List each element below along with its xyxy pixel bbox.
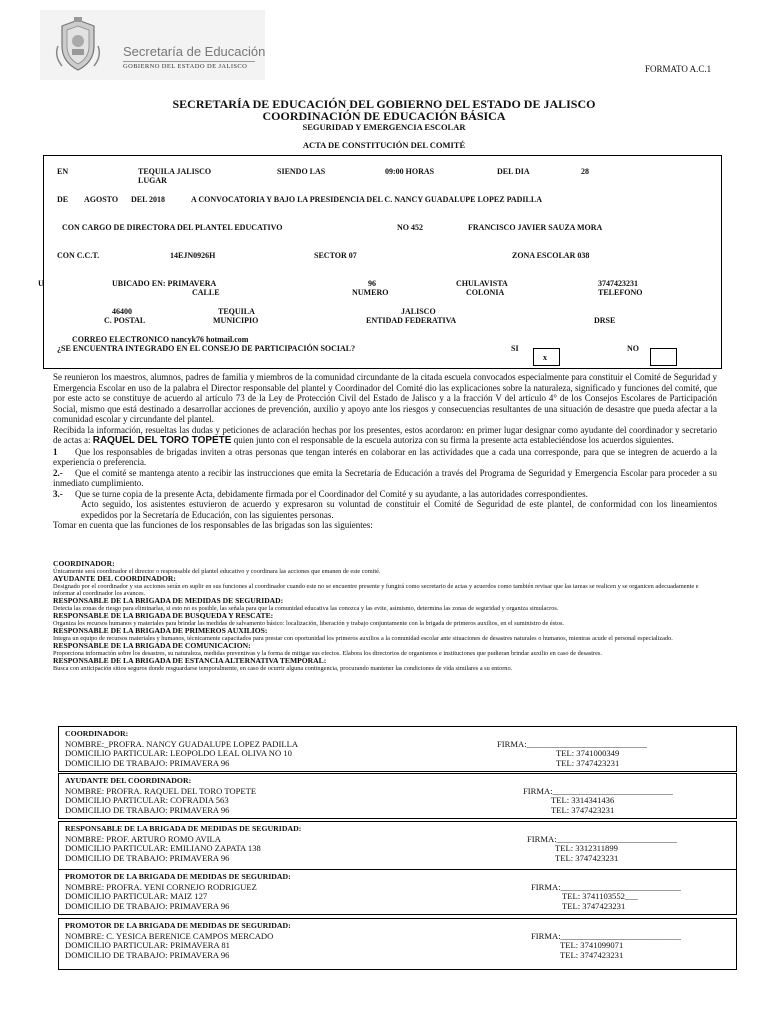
role-title: RESPONSABLE DE LA BRIGADA DE ESTANCIA ALTERNATIVA TEMPORAL: [53, 656, 327, 665]
member-role: PROMOTOR DE LA BRIGADA DE MEDIDAS DE SEGURIDAD: [65, 872, 291, 881]
item-text: Que el comité se mantenga atento a recibir las instrucciones que emita la Secretaría de Educación a través del Programa de Seguridad y Emergencia Escolar para proceder a su inmediato cumplimiento. [53, 467, 717, 488]
member-role: RESPONSABLE DE LA BRIGADA DE MEDIDAS DE SEGURIDAD: [65, 824, 302, 833]
value-cct: 14EJN0926H [170, 251, 216, 260]
agreement-text-b: quien junto con el responsable de la escuela autoriza con su firma la presente acta estableciéndose los acuerdos siguientes. [233, 435, 674, 445]
member-name: NOMBRE:_PROFRA. NANCY GUADALUPE LOPEZ PADILLA [65, 739, 299, 749]
functions-intro: Tomar en cuenta que las funciones de los responsables de las brigadas son las siguientes: [53, 520, 373, 530]
label-numero: NUMERO [352, 288, 389, 297]
member-work-phone: TEL: 3747423231 [560, 950, 624, 960]
member-name: NOMBRE: C. YESICA BERENICE CAMPOS MERCADO [65, 931, 274, 941]
member-card [58, 773, 737, 819]
secretary-name: RAQUEL DEL TORO TOPETE [92, 435, 232, 446]
value-entidad: JALISCO [401, 307, 436, 316]
value-dia: 28 [581, 167, 589, 176]
title-coordinacion: COORDINACIÓN DE EDUCACIÓN BÁSICA [262, 109, 506, 123]
label-siendo: SIENDO LAS [277, 167, 326, 176]
member-work-address: DOMICILIO DE TRABAJO: PRIMAVERA 96 [65, 853, 230, 863]
checkbox-no[interactable] [650, 348, 677, 366]
signature-field[interactable]: FIRMA:____________________________ [523, 786, 673, 796]
member-phone: TEL: 3741103552___ [562, 891, 638, 901]
checkbox-si[interactable] [533, 348, 560, 366]
signature-field[interactable]: FIRMA:____________________________ [527, 834, 677, 844]
ubicado-text: UBICADO EN: PRIMAVERA [112, 279, 217, 288]
jalisco-crest-icon [48, 16, 108, 76]
label-calle: CALLE [192, 288, 220, 297]
member-card [58, 869, 737, 915]
label-de: DE [57, 195, 69, 204]
member-card [58, 821, 737, 870]
value-telefono: 3747423231 [598, 279, 638, 288]
role-desc: Organiza los recursos humanos y materiales para brindar las medidas de salvamento básico: localización, liberación y trabajo conjuntamente con la brigada de primeros auxilios, en el suministro de éstos. [53, 620, 564, 627]
item-text: Que los responsables de brigadas inviten a otras personas que tengan interés en colaborar en las actividades que a cada una corresponde, para que se integren de acuerdo a la experiencia o preferencia. [53, 446, 717, 467]
role-descriptions [53, 560, 721, 672]
label-drse: DRSE [594, 316, 616, 325]
member-home-address: DOMICILIO PARTICULAR: EMILIANO ZAPATA 138 [65, 843, 261, 853]
role-title: COORDINADOR: [53, 559, 115, 568]
plantel-name: FRANCISCO JAVIER SAUZA MORA [468, 223, 603, 232]
value-numero: 96 [368, 279, 376, 288]
logo-title: Secretaría de Educación [123, 44, 266, 59]
sector-text: SECTOR 07 [314, 251, 357, 260]
convocatoria-text: A CONVOCATORIA Y BAJO LA PRESIDENCIA DEL C. NANCY GUADALUPE LOPEZ PADILLA [191, 195, 542, 204]
item-number: 1 [53, 446, 58, 457]
logo-subtitle: GOBIERNO DEL ESTADO DE JALISCO [123, 63, 248, 70]
value-lugar: TEQUILA JALISCO [138, 167, 212, 176]
signature-field[interactable]: FIRMA:____________________________ [531, 882, 681, 892]
label-cp: C. POSTAL [104, 316, 146, 325]
member-name: NOMBRE: PROF. ARTURO ROMO AVILA [65, 834, 221, 844]
role-desc: Integra un equipo de recursos materiales y humanos, técnicamente capacitados para prestar con oportunidad los primeros auxilios a la comunidad escolar ante situaciones de desastres naturales o humanos, mientras acude el personal especializado. [53, 635, 673, 642]
member-name: NOMBRE: PROFRA. YENI CORNEJO RODRIGUEZ [65, 882, 257, 892]
member-home-address: DOMICILIO PARTICULAR: COFRADIA 563 [65, 795, 229, 805]
title-secretaria: SECRETARÍA DE EDUCACIÓN DEL GOBIERNO DEL ESTADO DE JALISCO [172, 97, 596, 111]
role-title: RESPONSABLE DE LA BRIGADA DE PRIMEROS AUXILIOS: [53, 626, 268, 635]
item-text: Que se turne copia de la presente Acta, debidamente firmada por el Coordinador del Comité y su ayudante, a las autoridades correspondientes. [75, 488, 588, 499]
label-del-dia: DEL DIA [497, 167, 530, 176]
member-role: COORDINADOR: [65, 729, 129, 738]
label-cct: CON C.C.T. [57, 251, 100, 260]
label-municipio: MUNICIPIO [213, 316, 259, 325]
role-title: AYUDANTE DEL COORDINADOR: [53, 574, 176, 583]
label-no: NO [627, 344, 639, 353]
member-work-phone: TEL: 3747423231 [555, 853, 619, 863]
value-anio: DEL 2018 [131, 195, 166, 204]
value-hora: 09:00 HORAS [385, 167, 435, 176]
value-colonia: CHULAVISTA [456, 279, 508, 288]
member-name: NOMBRE: PROFRA. RAQUEL DEL TORO TOPETE [65, 786, 257, 796]
title-acta: ACTA DE CONSTITUCIÓN DEL COMITÉ [302, 140, 466, 150]
member-work-address: DOMICILIO DE TRABAJO: PRIMAVERA 96 [65, 950, 230, 960]
item-number: 2.- [53, 467, 63, 478]
member-phone: TEL: 3741000349 [556, 748, 620, 758]
label-colonia: COLONIA [466, 288, 505, 297]
role-desc: Únicamente será coordinador el director o responsable del plantel educativo y coordinara las acciones que emanen de este comité. [53, 568, 381, 575]
member-card [58, 726, 737, 772]
label-si: SI [511, 344, 519, 353]
member-work-phone: TEL: 3747423231 [562, 901, 626, 911]
member-card [58, 918, 737, 970]
intro-paragraph: Se reunieron los maestros, alumnos, padres de familia y miembros de la comunidad circundante de la citada escuela convocados especialmente para constituir el Comité de Seguridad y Emergencia Escolar en uso de la palabra el Director responsable del plantel y Coordinador del Comité dio las explicaciones sobre la naturaleza, significado y funciones del comité, que por este acto se constituye de acuerdo al artículo 73 de la Ley de Protección Civil del Estado de Jalisco y a la fracción V del artículo 4° de los Consejos Escolares de Participación Social, mismo que está destinado a desarrollar acciones de prevención, auxilio y apoyo ante los riesgos y consecuencias resultantes de una situación de desastre que pueda afectar a la comunidad escolar y circundante del plantel. [53, 372, 717, 424]
member-phone: TEL: 3314341436 [551, 795, 615, 805]
member-work-address: DOMICILIO DE TRABAJO: PRIMAVERA 96 [65, 901, 230, 911]
member-home-address: DOMICILIO PARTICULAR: MAIZ 127 [65, 891, 208, 901]
member-home-address: DOMICILIO PARTICULAR: PRIMAVERA 81 [65, 940, 230, 950]
format-code: FORMATO A.C.1 [645, 64, 712, 74]
checkbox-si-mark: x [543, 353, 547, 362]
role-desc: Busca con anticipación sitios seguros donde resguardarse temporalmente, en caso de ocurrir alguna contingencia, procurando mantener las condiciones de vida similares a su entorno. [53, 665, 513, 672]
member-role: PROMOTOR DE LA BRIGADA DE MEDIDAS DE SEGURIDAD: [65, 921, 291, 930]
logo-divider [123, 61, 255, 62]
role-title: RESPONSABLE DE LA BRIGADA DE BUSQUEDA Y RESCATE: [53, 611, 274, 620]
signature-field[interactable]: FIRMA:____________________________ [497, 739, 647, 749]
label-lugar: LUGAR [138, 176, 167, 185]
signature-field[interactable]: FIRMA:____________________________ [531, 931, 681, 941]
label-en: EN [57, 167, 69, 176]
label-telefono: TELEFONO [598, 288, 643, 297]
cargo-text: CON CARGO DE DIRECTORA DEL PLANTEL EDUCATIVO [62, 223, 283, 232]
role-desc: Proporciona información sobre los desastres, su naturaleza, medidas preventivas y la forma de mitigar sus efectos. Elabora los directorios de organismos e instituciones que pudieran brindar auxilio en caso de desastres. [53, 650, 602, 657]
conclusion-paragraph: Acto seguido, los asistentes estuvieron de acuerdo y expresaron su voluntad de constituir el Comité de Seguridad de este plantel, de conformidad con los lineamientos expedidos por la Secretaría de Educación, con las siguientes personas. [81, 499, 717, 520]
value-cp: 46400 [112, 307, 132, 316]
value-municipio: TEQUILA [218, 307, 255, 316]
agreement-paragraph [53, 425, 717, 447]
member-work-phone: TEL: 3747423231 [551, 805, 615, 815]
agreement-text-a: Recibida la información, resueltas las dudas y peticiones de aclaración hechas por los presentes, estos acordaron: en primer lugar designar como ayudante del coordinador y secretario de actas a: [53, 424, 717, 445]
member-work-address: DOMICILIO DE TRABAJO: PRIMAVERA 96 [65, 805, 230, 815]
label-entidad: ENTIDAD FEDERATIVA [366, 316, 457, 325]
role-desc: Designado por el coordinador y sus acciones serán en suplir en sus funciones al coordinador cuando este no se encuentre presente y fungirá como secretario de actas y acuerdos como también revisar que las tareas se realicen y se organicen adecuadamente e informar al coordinador los avances. [53, 583, 699, 597]
consejo-question: ¿SE ENCUENTRA INTEGRADO EN EL CONSEJO DE PARTICIPACIÓN SOCIAL? [57, 344, 356, 353]
acta-body [53, 372, 717, 531]
agreement-item [53, 447, 717, 468]
agreement-item [53, 468, 717, 489]
member-phone: TEL: 3741099071 [560, 940, 624, 950]
member-phone: TEL: 3312311899 [555, 843, 618, 853]
zona-text: ZONA ESCOLAR 038 [512, 251, 590, 260]
member-role: AYUDANTE DEL COORDINADOR: [65, 776, 192, 785]
role-title: RESPONSABLE DE LA BRIGADA DE MEDIDAS DE SEGURIDAD: [53, 596, 284, 605]
member-home-address: DOMICILIO PARTICULAR: LEOPOLDO LEAL OLIVA NO 10 [65, 748, 292, 758]
plantel-number: NO 452 [397, 223, 423, 232]
role-desc: Detecta las zonas de riesgo para eliminarlas, si esto no es posible, las señala para que la comunidad educativa las conozca y las evite, asimismo, determina las zonas de seguridad y organiza simulacros. [53, 605, 559, 612]
member-work-phone: TEL: 3747423231 [556, 758, 620, 768]
member-work-address: DOMICILIO DE TRABAJO: PRIMAVERA 96 [65, 758, 230, 768]
stray-u: U [38, 279, 44, 288]
title-seguridad: SEGURIDAD Y EMERGENCIA ESCOLAR [302, 122, 466, 132]
item-number: 3.- [53, 488, 63, 499]
value-mes: AGOSTO [84, 195, 119, 204]
role-title: RESPONSABLE DE LA BRIGADA DE COMUNICACION: [53, 641, 251, 650]
agreement-item [53, 489, 717, 500]
correo-text: CORREO ELECTRONICO nancyk76 hotmail.com [72, 335, 249, 344]
